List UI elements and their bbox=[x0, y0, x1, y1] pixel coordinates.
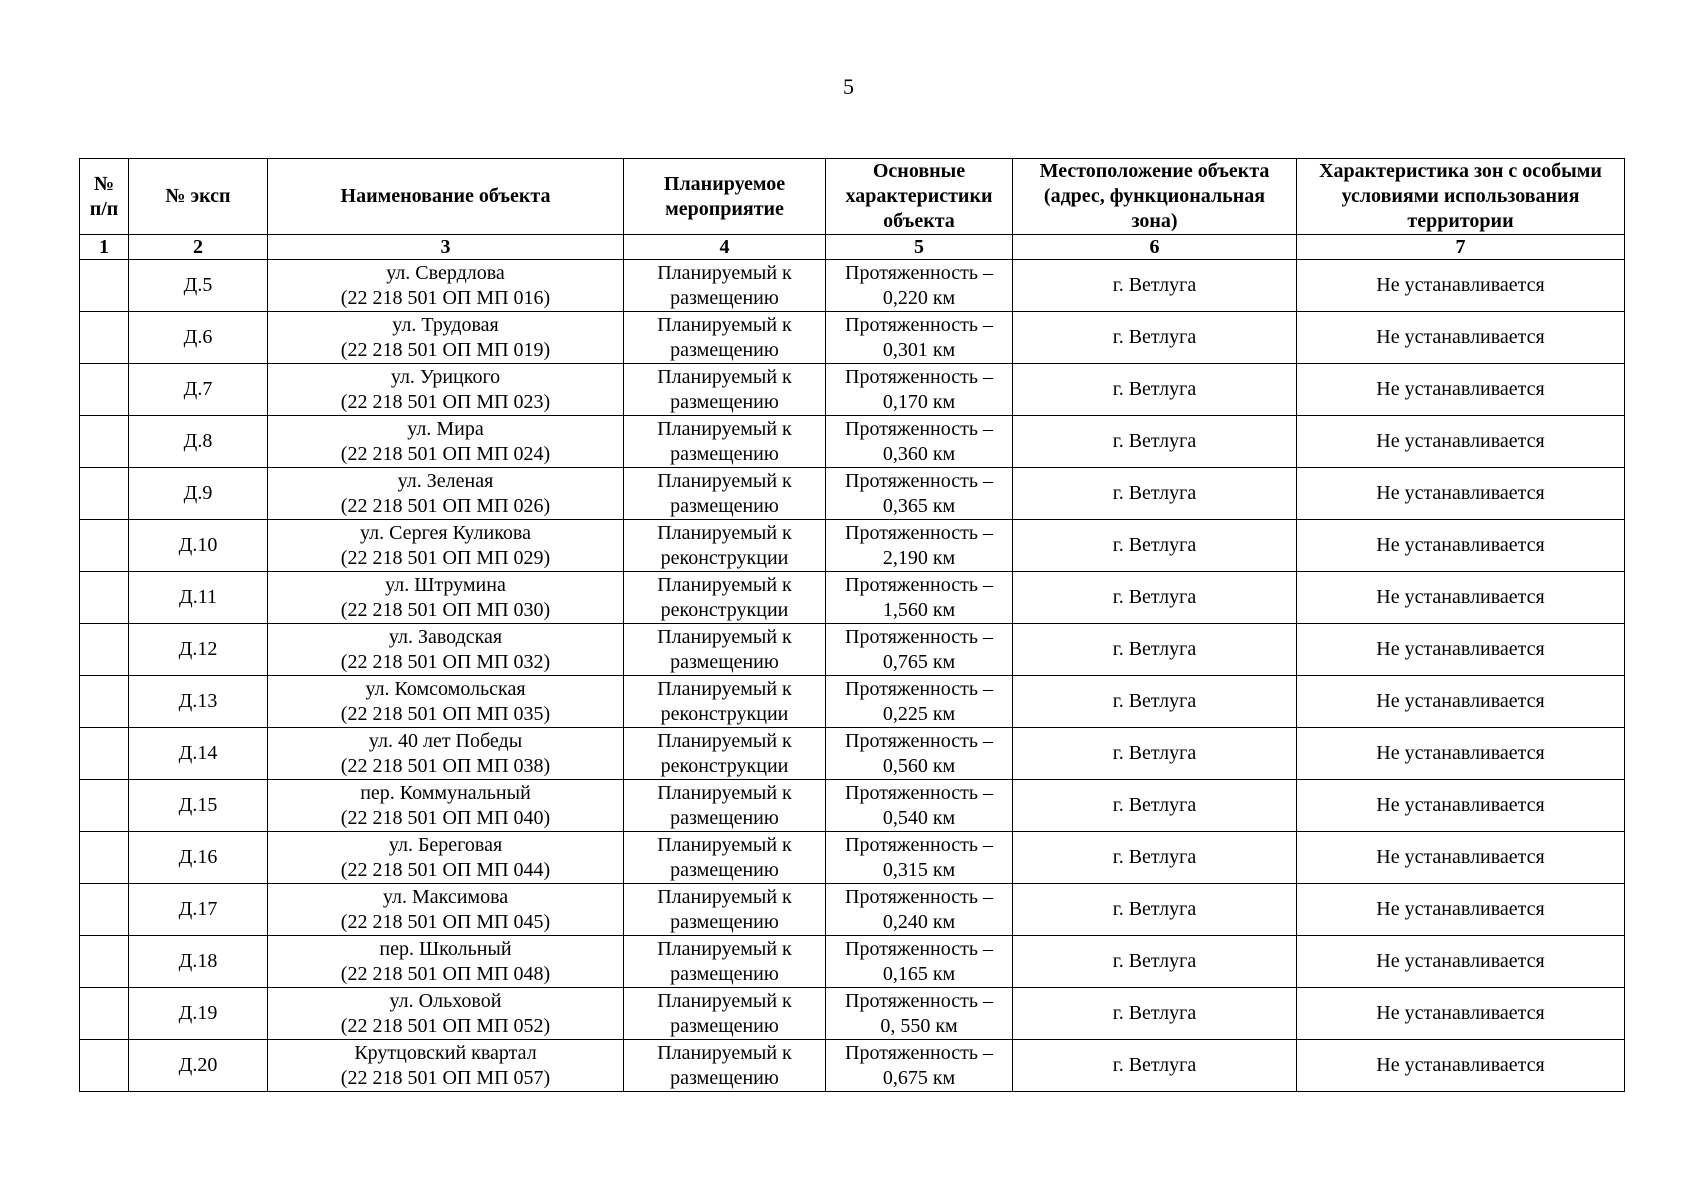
planned-action-line1: Планируемый к bbox=[657, 365, 792, 388]
planned-action-line1: Планируемый к bbox=[657, 625, 792, 648]
planned-action-cell bbox=[624, 312, 826, 364]
location-cell: г. Ветлуга bbox=[1013, 572, 1297, 624]
table-row bbox=[80, 572, 1625, 624]
characteristics-cell bbox=[826, 988, 1013, 1040]
planned-action-line1: Планируемый к bbox=[657, 521, 792, 544]
table-row bbox=[80, 988, 1625, 1040]
planned-action-line1: Планируемый к bbox=[657, 833, 792, 856]
object-name-cell bbox=[268, 416, 624, 468]
planned-action-cell bbox=[624, 1040, 826, 1092]
exp-number-cell: Д.8 bbox=[129, 416, 268, 468]
planned-action-line2: размещению bbox=[670, 338, 779, 361]
location-cell: г. Ветлуга bbox=[1013, 1040, 1297, 1092]
row-number-cell bbox=[80, 416, 129, 468]
row-number-cell bbox=[80, 988, 129, 1040]
object-name: ул. Штрумина bbox=[385, 573, 506, 596]
row-number-cell bbox=[80, 572, 129, 624]
planned-action-line1: Планируемый к bbox=[657, 885, 792, 908]
column-number: 6 bbox=[1013, 235, 1297, 260]
header-cell-action: Планируемое мероприятие bbox=[624, 159, 826, 235]
planned-action-cell bbox=[624, 624, 826, 676]
characteristics-cell bbox=[826, 676, 1013, 728]
planned-action-cell bbox=[624, 988, 826, 1040]
planned-action-line2: размещению bbox=[670, 806, 779, 829]
table-row bbox=[80, 416, 1625, 468]
object-name: ул. Максимова bbox=[382, 885, 509, 908]
characteristics-cell bbox=[826, 260, 1013, 312]
row-number-cell bbox=[80, 728, 129, 780]
characteristics-cell bbox=[826, 936, 1013, 988]
object-code: (22 218 501 ОП МП 045) bbox=[340, 910, 551, 933]
characteristics-cell bbox=[826, 832, 1013, 884]
objects-table bbox=[79, 158, 1625, 1092]
planned-action-cell bbox=[624, 676, 826, 728]
object-name: пер. Школьный bbox=[379, 937, 512, 960]
header-cell-zone: Характеристика зон с особыми условиями использования территории bbox=[1297, 159, 1625, 235]
planned-action-line1: Планируемый к bbox=[657, 1041, 792, 1064]
row-number-cell bbox=[80, 780, 129, 832]
location-cell: г. Ветлуга bbox=[1013, 468, 1297, 520]
planned-action-line2: реконструкции bbox=[660, 546, 789, 569]
object-code: (22 218 501 ОП МП 016) bbox=[340, 286, 551, 309]
column-number: 3 bbox=[268, 235, 624, 260]
exp-number-cell: Д.6 bbox=[129, 312, 268, 364]
characteristics-label: Протяженность – bbox=[845, 677, 993, 700]
object-name-cell bbox=[268, 988, 624, 1040]
planned-action-line1: Планируемый к bbox=[657, 469, 792, 492]
row-number-cell bbox=[80, 520, 129, 572]
exp-number-cell: Д.19 bbox=[129, 988, 268, 1040]
object-name-cell bbox=[268, 884, 624, 936]
object-code: (22 218 501 ОП МП 048) bbox=[340, 962, 551, 985]
characteristics-cell bbox=[826, 728, 1013, 780]
location-cell: г. Ветлуга bbox=[1013, 676, 1297, 728]
planned-action-line2: реконструкции bbox=[660, 702, 789, 725]
characteristics-cell bbox=[826, 364, 1013, 416]
planned-action-line1: Планируемый к bbox=[657, 729, 792, 752]
object-name-cell bbox=[268, 780, 624, 832]
table-row bbox=[80, 936, 1625, 988]
zone-cell: Не устанавливается bbox=[1297, 988, 1625, 1040]
planned-action-cell bbox=[624, 572, 826, 624]
location-cell: г. Ветлуга bbox=[1013, 520, 1297, 572]
planned-action-line2: размещению bbox=[670, 650, 779, 673]
location-cell: г. Ветлуга bbox=[1013, 364, 1297, 416]
planned-action-line1: Планируемый к bbox=[657, 989, 792, 1012]
characteristics-cell bbox=[826, 416, 1013, 468]
object-name-cell bbox=[268, 832, 624, 884]
location-cell: г. Ветлуга bbox=[1013, 260, 1297, 312]
planned-action-cell bbox=[624, 936, 826, 988]
planned-action-line1: Планируемый к bbox=[657, 677, 792, 700]
header-cell-name: Наименование объекта bbox=[268, 159, 624, 235]
zone-cell: Не устанавливается bbox=[1297, 416, 1625, 468]
exp-number-cell: Д.20 bbox=[129, 1040, 268, 1092]
exp-number-cell: Д.5 bbox=[129, 260, 268, 312]
characteristics-value: 2,190 км bbox=[882, 546, 956, 569]
table-row bbox=[80, 260, 1625, 312]
characteristics-cell bbox=[826, 780, 1013, 832]
zone-cell: Не устанавливается bbox=[1297, 572, 1625, 624]
object-name: ул. Ольховой bbox=[389, 989, 502, 1012]
characteristics-value: 0,365 км bbox=[882, 494, 956, 517]
object-code: (22 218 501 ОП МП 023) bbox=[340, 390, 551, 413]
zone-cell: Не устанавливается bbox=[1297, 728, 1625, 780]
table-row bbox=[80, 884, 1625, 936]
location-cell: г. Ветлуга bbox=[1013, 988, 1297, 1040]
object-name: ул. Урицкого bbox=[390, 365, 501, 388]
characteristics-value: 0,675 км bbox=[882, 1066, 956, 1089]
zone-cell: Не устанавливается bbox=[1297, 520, 1625, 572]
planned-action-line1: Планируемый к bbox=[657, 573, 792, 596]
object-name-cell bbox=[268, 936, 624, 988]
row-number-cell bbox=[80, 1040, 129, 1092]
planned-action-line2: размещению bbox=[670, 286, 779, 309]
zone-cell: Не устанавливается bbox=[1297, 468, 1625, 520]
location-cell: г. Ветлуга bbox=[1013, 416, 1297, 468]
exp-number-cell: Д.14 bbox=[129, 728, 268, 780]
exp-number-cell: Д.17 bbox=[129, 884, 268, 936]
planned-action-cell bbox=[624, 364, 826, 416]
exp-number-cell: Д.11 bbox=[129, 572, 268, 624]
planned-action-line1: Планируемый к bbox=[657, 417, 792, 440]
characteristics-value: 0,540 км bbox=[882, 806, 956, 829]
planned-action-line2: размещению bbox=[670, 1066, 779, 1089]
object-code: (22 218 501 ОП МП 024) bbox=[340, 442, 551, 465]
planned-action-cell bbox=[624, 520, 826, 572]
planned-action-line1: Планируемый к bbox=[657, 313, 792, 336]
zone-cell: Не устанавливается bbox=[1297, 884, 1625, 936]
zone-cell: Не устанавливается bbox=[1297, 1040, 1625, 1092]
characteristics-value: 0,170 км bbox=[882, 390, 956, 413]
exp-number-cell: Д.10 bbox=[129, 520, 268, 572]
object-name-cell bbox=[268, 728, 624, 780]
characteristics-label: Протяженность – bbox=[845, 365, 993, 388]
object-name-cell bbox=[268, 312, 624, 364]
planned-action-line2: размещению bbox=[670, 494, 779, 517]
column-number: 4 bbox=[624, 235, 826, 260]
location-cell: г. Ветлуга bbox=[1013, 624, 1297, 676]
characteristics-label: Протяженность – bbox=[845, 989, 993, 1012]
table-row bbox=[80, 520, 1625, 572]
characteristics-value: 0,225 км bbox=[882, 702, 956, 725]
table-row bbox=[80, 624, 1625, 676]
object-name: ул. Комсомольская bbox=[365, 677, 526, 700]
object-code: (22 218 501 ОП МП 044) bbox=[340, 858, 551, 881]
planned-action-line2: размещению bbox=[670, 442, 779, 465]
page-number: 5 bbox=[843, 74, 854, 99]
characteristics-label: Протяженность – bbox=[845, 261, 993, 284]
exp-number-cell: Д.13 bbox=[129, 676, 268, 728]
characteristics-value: 0,360 км bbox=[882, 442, 956, 465]
object-name-cell bbox=[268, 624, 624, 676]
object-code: (22 218 501 ОП МП 019) bbox=[340, 338, 551, 361]
table-row bbox=[80, 364, 1625, 416]
object-name-cell bbox=[268, 572, 624, 624]
column-number-row bbox=[80, 235, 1625, 260]
object-code: (22 218 501 ОП МП 052) bbox=[340, 1014, 551, 1037]
planned-action-cell bbox=[624, 416, 826, 468]
row-number-cell bbox=[80, 364, 129, 416]
characteristics-cell bbox=[826, 1040, 1013, 1092]
object-name-cell bbox=[268, 676, 624, 728]
object-code: (22 218 501 ОП МП 035) bbox=[340, 702, 551, 725]
planned-action-line2: размещению bbox=[670, 1014, 779, 1037]
characteristics-label: Протяженность – bbox=[845, 573, 993, 596]
characteristics-value: 0,560 км bbox=[882, 754, 956, 777]
object-name-cell bbox=[268, 468, 624, 520]
characteristics-label: Протяженность – bbox=[845, 781, 993, 804]
object-name: ул. Зеленая bbox=[397, 469, 494, 492]
zone-cell: Не устанавливается bbox=[1297, 312, 1625, 364]
characteristics-label: Протяженность – bbox=[845, 729, 993, 752]
exp-number-cell: Д.9 bbox=[129, 468, 268, 520]
characteristics-label: Протяженность – bbox=[845, 469, 993, 492]
object-name-cell bbox=[268, 364, 624, 416]
exp-number-cell: Д.15 bbox=[129, 780, 268, 832]
characteristics-value: 0,220 км bbox=[882, 286, 956, 309]
exp-number-cell: Д.12 bbox=[129, 624, 268, 676]
row-number-cell bbox=[80, 936, 129, 988]
characteristics-label: Протяженность – bbox=[845, 313, 993, 336]
location-cell: г. Ветлуга bbox=[1013, 312, 1297, 364]
object-name: ул. Мира bbox=[407, 417, 484, 440]
object-name: ул. Трудовая bbox=[392, 313, 499, 336]
characteristics-cell bbox=[826, 312, 1013, 364]
object-code: (22 218 501 ОП МП 032) bbox=[340, 650, 551, 673]
characteristics-value: 1,560 км bbox=[882, 598, 956, 621]
planned-action-line2: реконструкции bbox=[660, 598, 789, 621]
row-number-cell bbox=[80, 312, 129, 364]
row-number-cell bbox=[80, 468, 129, 520]
object-name-cell bbox=[268, 260, 624, 312]
characteristics-value: 0,315 км bbox=[882, 858, 956, 881]
zone-cell: Не устанавливается bbox=[1297, 260, 1625, 312]
header-cell-number: № п/п bbox=[80, 159, 129, 235]
table-row bbox=[80, 780, 1625, 832]
exp-number-cell: Д.7 bbox=[129, 364, 268, 416]
characteristics-value: 0,240 км bbox=[882, 910, 956, 933]
planned-action-line2: размещению bbox=[670, 858, 779, 881]
planned-action-line1: Планируемый к bbox=[657, 937, 792, 960]
characteristics-label: Протяженность – bbox=[845, 937, 993, 960]
characteristics-label: Протяженность – bbox=[845, 1041, 993, 1064]
header-cell-location: Местоположение объекта (адрес, функциональная зона) bbox=[1013, 159, 1297, 235]
planned-action-cell bbox=[624, 728, 826, 780]
header-cell-characteristics: Основные характеристики объекта bbox=[826, 159, 1013, 235]
row-number-cell bbox=[80, 832, 129, 884]
object-name: ул. Береговая bbox=[388, 833, 503, 856]
characteristics-cell bbox=[826, 572, 1013, 624]
characteristics-cell bbox=[826, 520, 1013, 572]
location-cell: г. Ветлуга bbox=[1013, 728, 1297, 780]
planned-action-line2: реконструкции bbox=[660, 754, 789, 777]
characteristics-cell bbox=[826, 884, 1013, 936]
object-name: ул. Свердлова bbox=[386, 261, 505, 284]
location-cell: г. Ветлуга bbox=[1013, 884, 1297, 936]
object-name: Крутцовский квартал bbox=[354, 1041, 537, 1064]
object-name-cell bbox=[268, 520, 624, 572]
characteristics-cell bbox=[826, 468, 1013, 520]
row-number-cell bbox=[80, 624, 129, 676]
planned-action-line2: размещению bbox=[670, 962, 779, 985]
planned-action-line2: размещению bbox=[670, 910, 779, 933]
location-cell: г. Ветлуга bbox=[1013, 832, 1297, 884]
planned-action-cell bbox=[624, 468, 826, 520]
planned-action-cell bbox=[624, 780, 826, 832]
zone-cell: Не устанавливается bbox=[1297, 936, 1625, 988]
object-code: (22 218 501 ОП МП 057) bbox=[340, 1066, 551, 1089]
column-number: 1 bbox=[80, 235, 129, 260]
object-code: (22 218 501 ОП МП 030) bbox=[340, 598, 551, 621]
zone-cell: Не устанавливается bbox=[1297, 780, 1625, 832]
characteristics-label: Протяженность – bbox=[845, 625, 993, 648]
object-name: ул. 40 лет Победы bbox=[368, 729, 523, 752]
characteristics-value: 0,165 км bbox=[882, 962, 956, 985]
planned-action-line2: размещению bbox=[670, 390, 779, 413]
object-code: (22 218 501 ОП МП 029) bbox=[340, 546, 551, 569]
zone-cell: Не устанавливается bbox=[1297, 364, 1625, 416]
location-cell: г. Ветлуга bbox=[1013, 936, 1297, 988]
table-row bbox=[80, 728, 1625, 780]
table-row bbox=[80, 1040, 1625, 1092]
column-number: 7 bbox=[1297, 235, 1625, 260]
table-row bbox=[80, 312, 1625, 364]
header-row bbox=[80, 159, 1625, 235]
planned-action-line1: Планируемый к bbox=[657, 261, 792, 284]
object-code: (22 218 501 ОП МП 026) bbox=[340, 494, 551, 517]
table-row bbox=[80, 832, 1625, 884]
table-body bbox=[80, 260, 1625, 1092]
characteristics-value: 0, 550 км bbox=[880, 1014, 958, 1037]
row-number-cell bbox=[80, 676, 129, 728]
zone-cell: Не устанавливается bbox=[1297, 676, 1625, 728]
characteristics-value: 0,301 км bbox=[882, 338, 956, 361]
row-number-cell bbox=[80, 260, 129, 312]
header-cell-exp: № эксп bbox=[129, 159, 268, 235]
exp-number-cell: Д.18 bbox=[129, 936, 268, 988]
table-row bbox=[80, 676, 1625, 728]
characteristics-value: 0,765 км bbox=[882, 650, 956, 673]
object-code: (22 218 501 ОП МП 040) bbox=[340, 806, 551, 829]
location-cell: г. Ветлуга bbox=[1013, 780, 1297, 832]
object-name: пер. Коммунальный bbox=[360, 781, 531, 804]
object-name-cell bbox=[268, 1040, 624, 1092]
planned-action-cell bbox=[624, 884, 826, 936]
exp-number-cell: Д.16 bbox=[129, 832, 268, 884]
column-number: 2 bbox=[129, 235, 268, 260]
characteristics-label: Протяженность – bbox=[845, 885, 993, 908]
column-number: 5 bbox=[826, 235, 1013, 260]
planned-action-cell bbox=[624, 832, 826, 884]
characteristics-label: Протяженность – bbox=[845, 521, 993, 544]
table-row bbox=[80, 468, 1625, 520]
zone-cell: Не устанавливается bbox=[1297, 624, 1625, 676]
zone-cell: Не устанавливается bbox=[1297, 832, 1625, 884]
row-number-cell bbox=[80, 884, 129, 936]
object-name: ул. Сергея Куликова bbox=[360, 521, 531, 544]
characteristics-label: Протяженность – bbox=[845, 417, 993, 440]
characteristics-label: Протяженность – bbox=[845, 833, 993, 856]
object-name: ул. Заводская bbox=[388, 625, 503, 648]
object-code: (22 218 501 ОП МП 038) bbox=[340, 754, 551, 777]
characteristics-cell bbox=[826, 624, 1013, 676]
planned-action-cell bbox=[624, 260, 826, 312]
planned-action-line1: Планируемый к bbox=[657, 781, 792, 804]
